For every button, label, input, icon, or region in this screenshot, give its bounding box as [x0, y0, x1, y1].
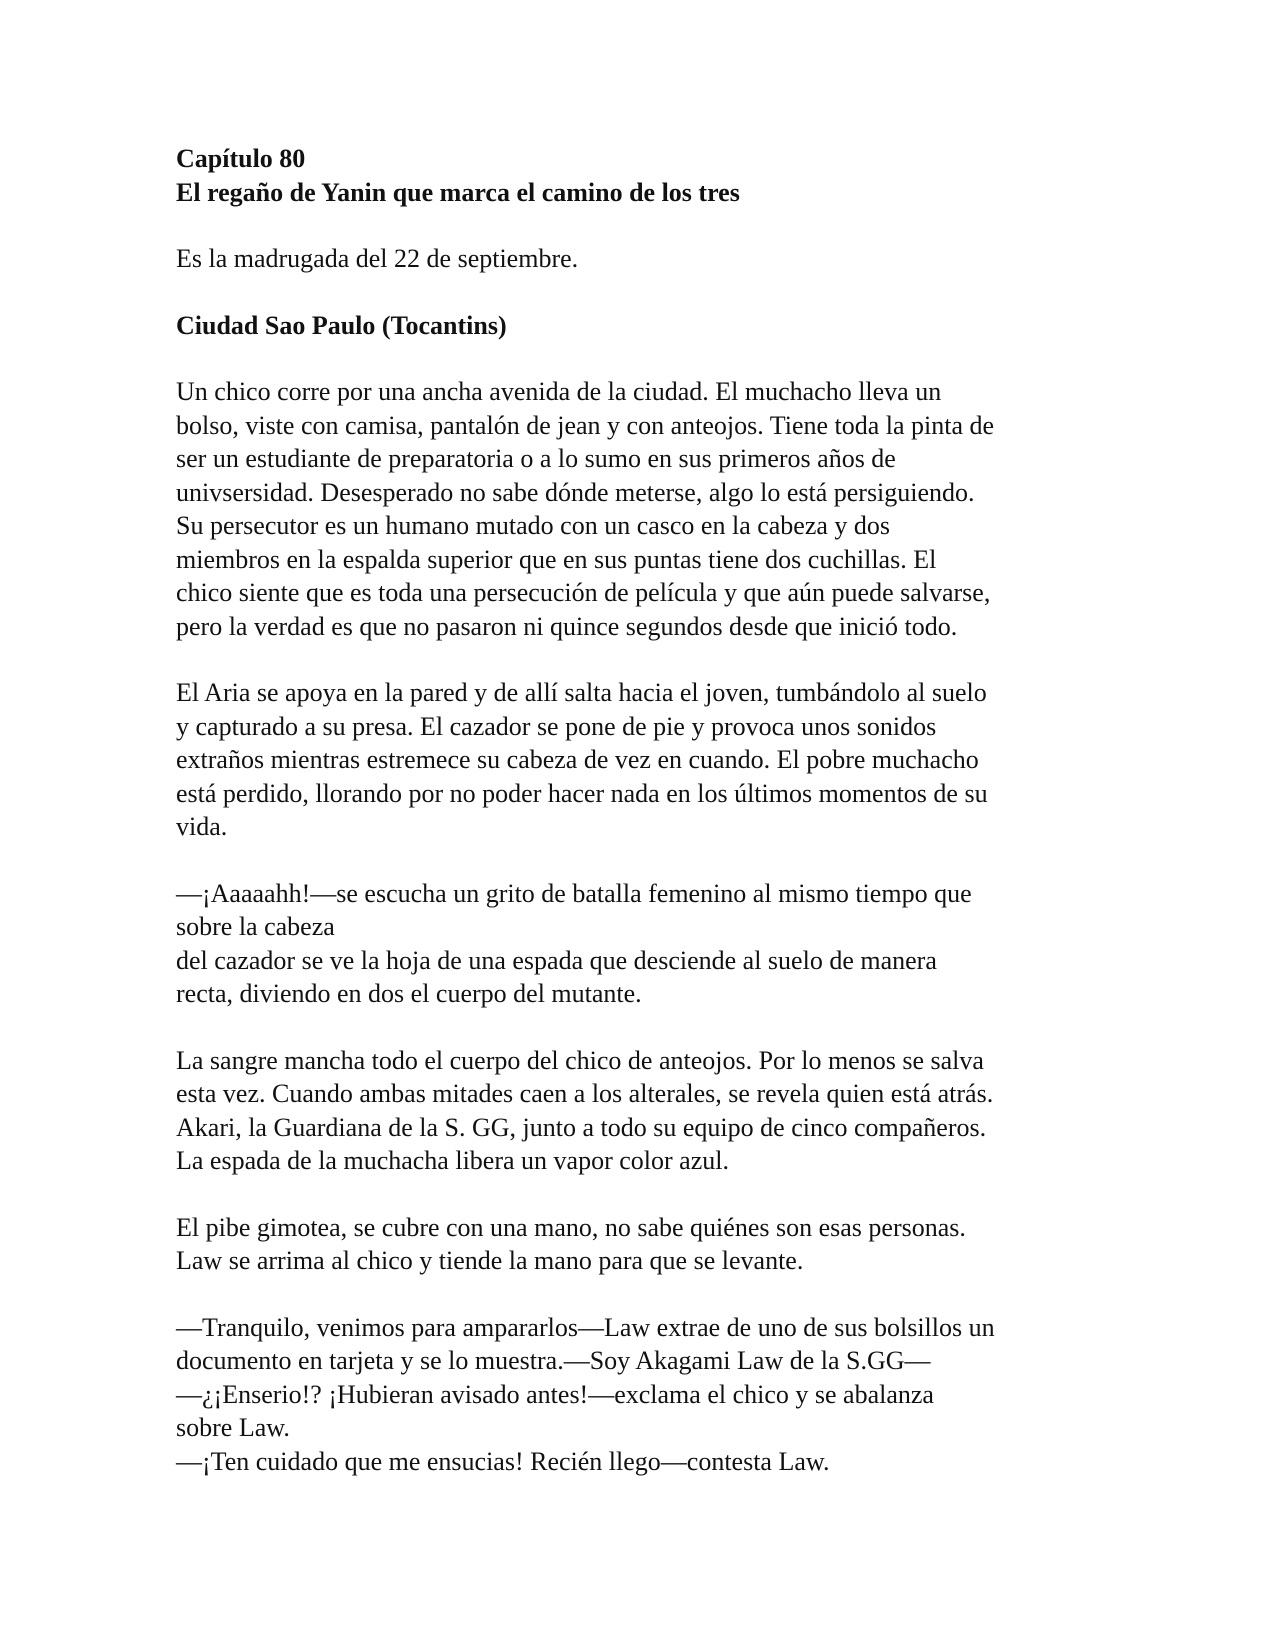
- paragraph-line: —¿¡Enserio!? ¡Hubieran avisado antes!—exclama el chico y se abalanza: [176, 1379, 934, 1409]
- paragraph-line: chico siente que es toda una persecución de película y que aún puede salvarse,: [176, 578, 991, 607]
- paragraph-line: documento en tarjeta y se lo muestra.—Soy Akagami Law de la S.GG—: [176, 1346, 931, 1375]
- paragraph: [176, 1211, 1106, 1278]
- chapter-title: El regaño de Yanin que marca el camino de los tres: [176, 177, 740, 207]
- body-text: [176, 375, 1106, 1478]
- paragraph: [176, 877, 1106, 1011]
- paragraph: [176, 375, 1106, 643]
- paragraph-line: sobre la cabeza: [176, 912, 335, 941]
- paragraph-line: está perdido, llorando por no poder hacer nada en los últimos momentos de su: [176, 778, 988, 808]
- paragraph-line: La sangre mancha todo el cuerpo del chico de anteojos. Por lo menos se salva: [176, 1045, 984, 1075]
- paragraph-line: Akari, la Guardiana de la S. GG, junto a todo su equipo de cinco compañeros.: [176, 1112, 987, 1142]
- paragraph-line: univsersidad. Desesperado no sabe dónde meterse, algo lo está persiguiendo.: [176, 477, 975, 507]
- paragraph-line: recta, diviendo en dos el cuerpo del mutante.: [176, 979, 642, 1008]
- spacer: [176, 643, 1106, 676]
- location-heading: Ciudad Sao Paulo (Tocantins): [176, 310, 507, 340]
- paragraph-line: vida.: [176, 812, 228, 841]
- spacer: [176, 276, 1106, 309]
- paragraph-line: extraños mientras estremece su cabeza de vez en cuando. El pobre muchacho: [176, 745, 979, 774]
- paragraph-line: y capturado a su presa. El cazador se pone de pie y provoca unos sonidos: [176, 711, 937, 741]
- paragraph-line: bolso, viste con camisa, pantalón de jean y con anteojos. Tiene toda la pinta de: [176, 410, 995, 440]
- paragraph-line: del cazador se ve la hoja de una espada que desciende al suelo de manera: [176, 945, 937, 975]
- intro-line: Es la madrugada del 22 de septiembre.: [176, 244, 579, 273]
- spacer: [176, 209, 1106, 242]
- paragraph-line: Un chico corre por una ancha avenida de la ciudad. El muchacho lleva un: [176, 377, 942, 406]
- paragraph-line: pero la verdad es que no pasaron ni quince segundos desde que inició todo.: [176, 611, 958, 641]
- paragraph-line: El Aria se apoya en la pared y de allí salta hacia el joven, tumbándolo al suelo: [176, 678, 987, 707]
- paragraph-line: sobre Law.: [176, 1413, 290, 1442]
- paragraph-line: —Tranquilo, venimos para ampararlos—Law extrae de uno de sus bolsillos un: [176, 1312, 995, 1342]
- spacer: [176, 1011, 1106, 1044]
- document-page: [176, 142, 1106, 1478]
- paragraph-line: La espada de la muchacha libera un vapor color azul.: [176, 1146, 729, 1175]
- paragraph-line: miembros en la espalda superior que en sus puntas tiene dos cuchillas. El: [176, 544, 937, 574]
- paragraph-line: —¡Ten cuidado que me ensucias! Recién llego—contesta Law.: [176, 1446, 830, 1476]
- paragraph: [176, 1311, 1106, 1479]
- paragraph-line: esta vez. Cuando ambas mitades caen a los alterales, se revela quien está atrás.: [176, 1079, 994, 1108]
- paragraph-line: El pibe gimotea, se cubre con una mano, no sabe quiénes son esas personas.: [176, 1212, 966, 1242]
- paragraph-line: Law se arrima al chico y tiende la mano para que se levante.: [176, 1246, 804, 1275]
- paragraph-line: —¡Aaaaahh!—se escucha un grito de batalla femenino al mismo tiempo que: [176, 878, 972, 908]
- chapter-number: Capítulo 80: [176, 144, 306, 173]
- paragraph-line: ser un estudiante de preparatoria o a lo sumo en sus primeros años de: [176, 444, 896, 473]
- paragraph: [176, 676, 1106, 844]
- spacer: [176, 1178, 1106, 1211]
- spacer: [176, 1278, 1106, 1311]
- paragraph: [176, 1044, 1106, 1178]
- spacer: [176, 844, 1106, 877]
- spacer: [176, 342, 1106, 375]
- paragraph-line: Su persecutor es un humano mutado con un casco en la cabeza y dos: [176, 511, 891, 540]
